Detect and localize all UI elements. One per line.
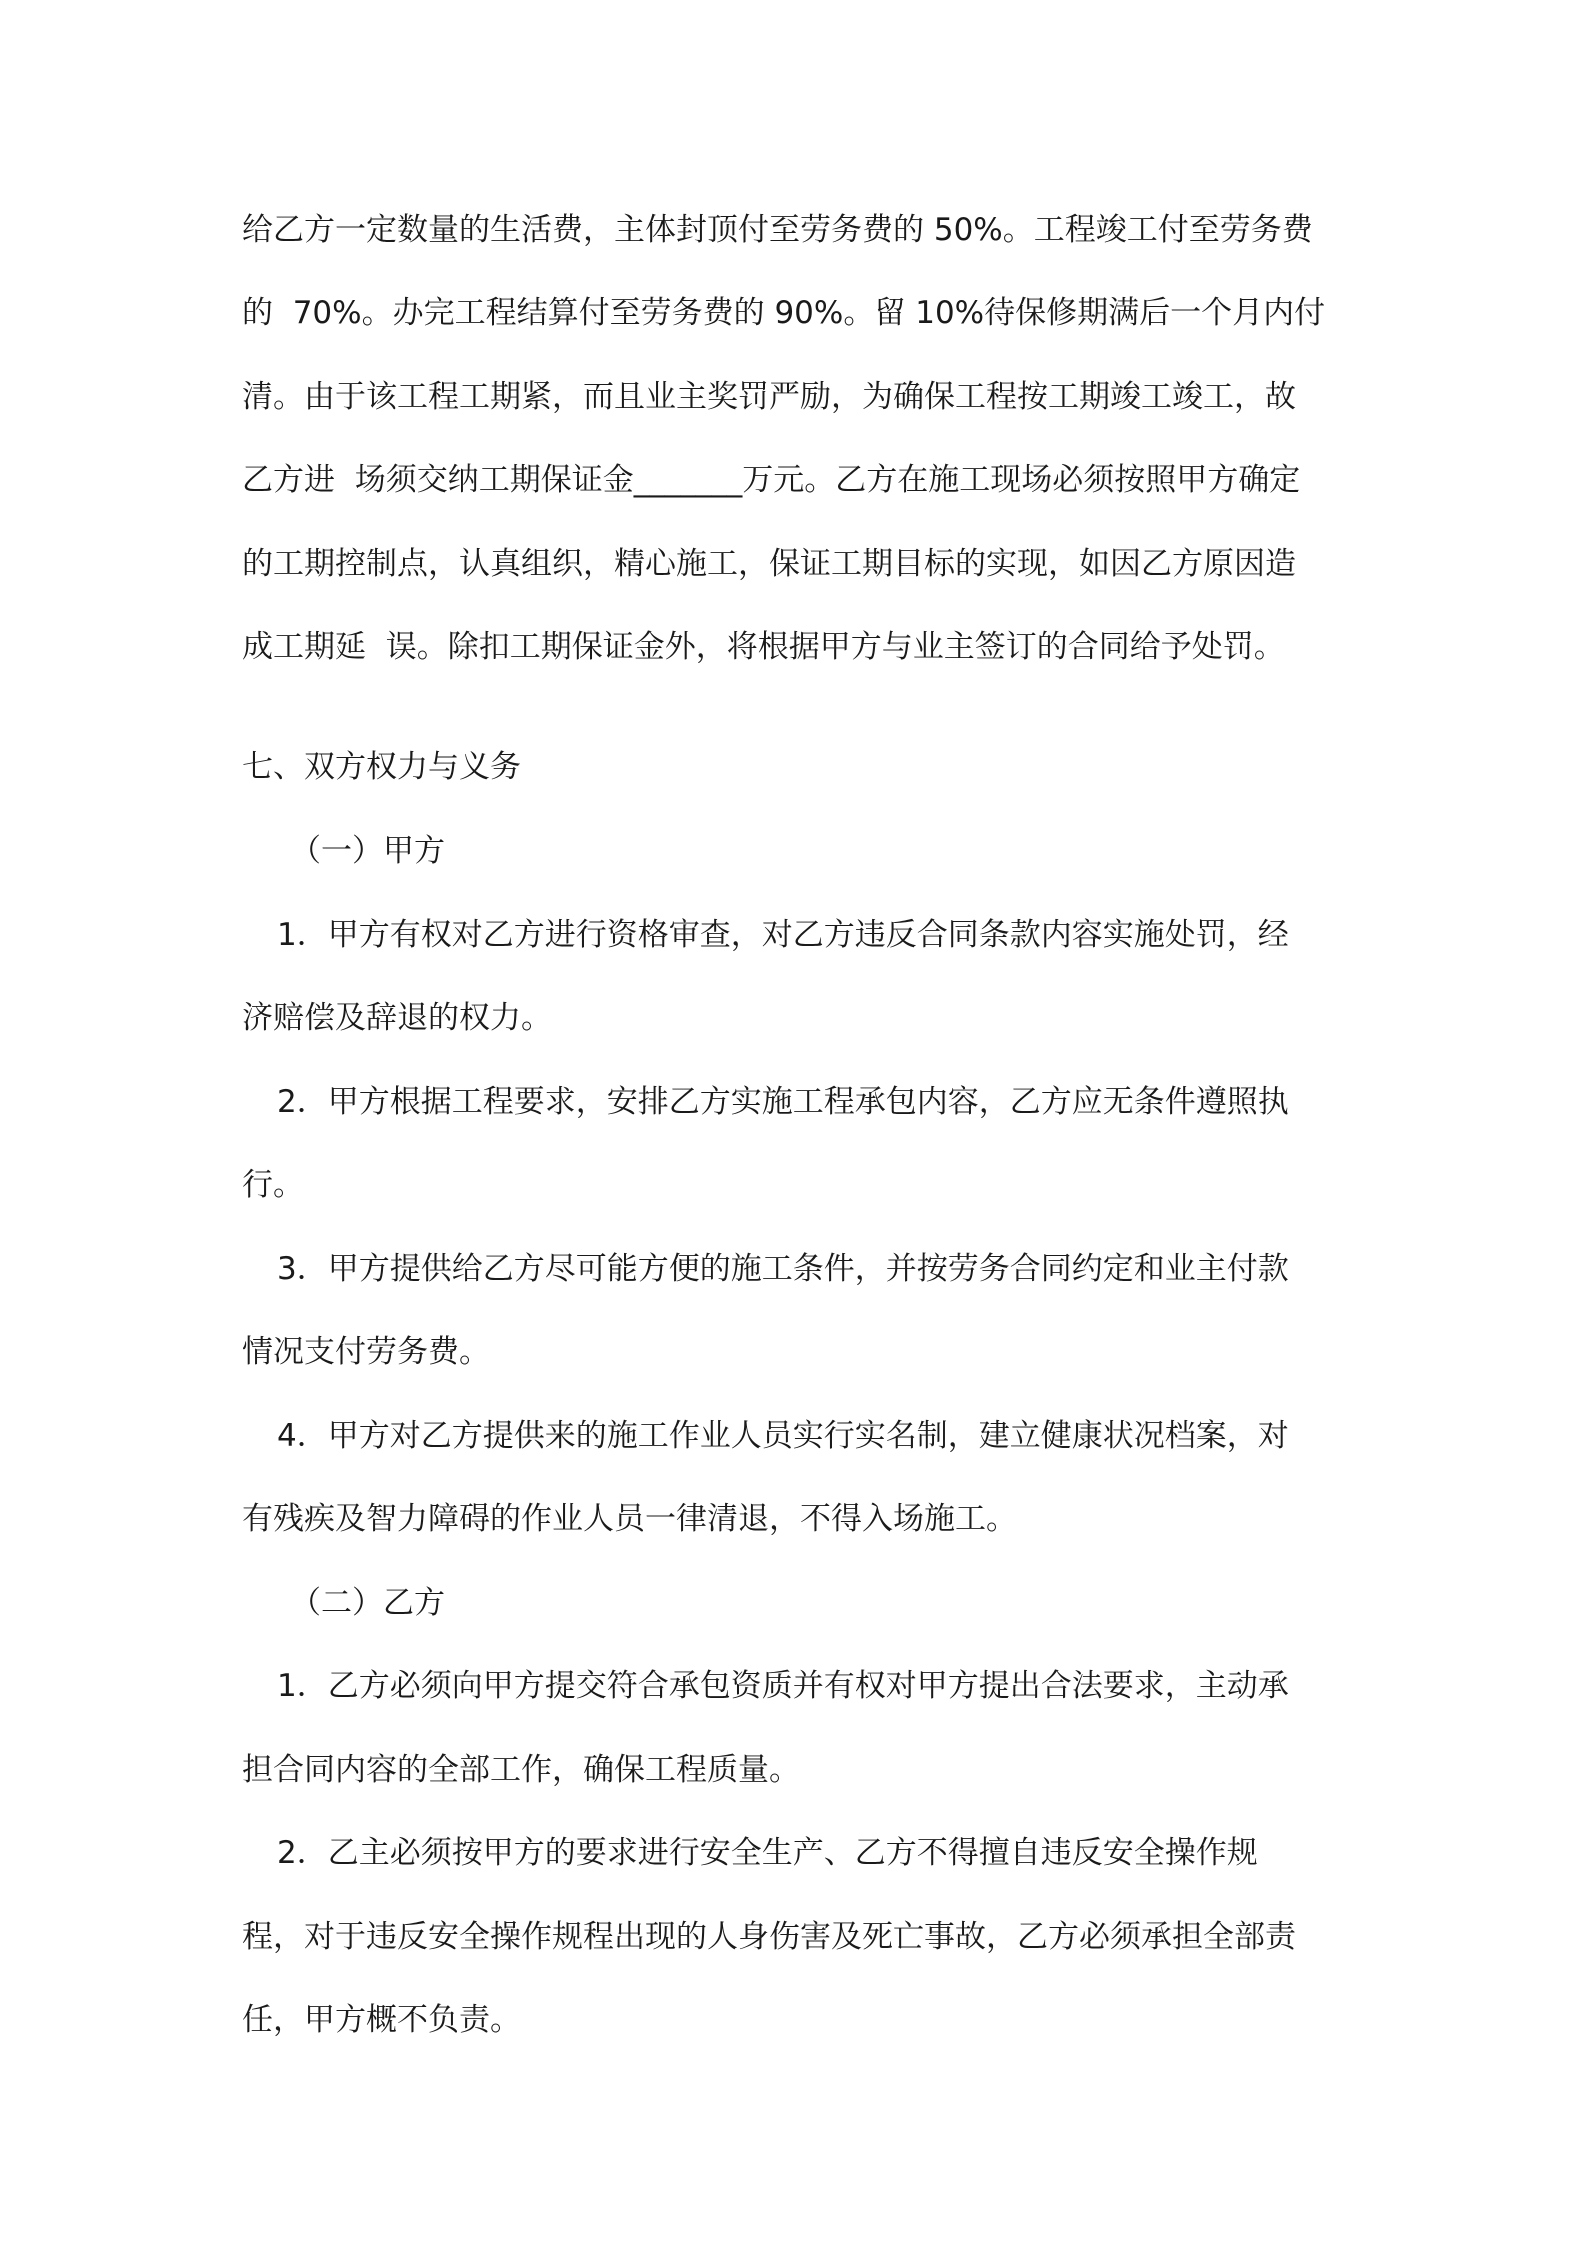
- paragraph-line: 乙方进 场须交纳工期保证金_______万元。乙方在施工现场必须按照甲方确定: [242, 462, 1301, 498]
- clause-line: 有残疾及智力障碍的作业人员一律清退，不得入场施工。: [242, 1501, 1017, 1537]
- paragraph-line: 成工期延 误。除扣工期保证金外，将根据甲方与业主签订的合同给予处罚。: [242, 629, 1285, 665]
- clause-line: 1．乙方必须向甲方提交符合承包资质并有权对甲方提出合法要求，主动承: [277, 1668, 1289, 1704]
- section-heading: 七、双方权力与义务: [242, 749, 521, 785]
- clause-line: 担合同内容的全部工作，确保工程质量。: [242, 1752, 800, 1788]
- clause-line: 济赔偿及辞退的权力。: [242, 1000, 552, 1036]
- clause-line: 3．甲方提供给乙方尽可能方便的施工条件，并按劳务合同约定和业主付款: [277, 1251, 1289, 1287]
- paragraph-line: 清。由于该工程工期紧，而且业主奖罚严励，为确保工程按工期竣工竣工，故: [242, 379, 1296, 415]
- clause-line: 1．甲方有权对乙方进行资格审查，对乙方违反合同条款内容实施处罚，经: [277, 917, 1289, 953]
- clause-line: 4．甲方对乙方提供来的施工作业人员实行实名制，建立健康状况档案，对: [277, 1418, 1289, 1454]
- clause-line: 2．乙主必须按甲方的要求进行安全生产、乙方不得擅自违反安全操作规: [277, 1835, 1258, 1871]
- subsection-heading: （一）甲方: [290, 833, 445, 869]
- clause-line: 行。: [242, 1167, 304, 1203]
- paragraph-line: 的工期控制点，认真组织，精心施工，保证工期目标的实现，如因乙方原因造: [242, 546, 1296, 582]
- clause-line: 2．甲方根据工程要求，安排乙方实施工程承包内容，乙方应无条件遵照执: [277, 1084, 1289, 1120]
- clause-line: 任，甲方概不负责。: [242, 2002, 521, 2038]
- paragraph-line: 的 70%。办完工程结算付至劳务费的 90%。留 10%待保修期满后一个月内付: [242, 295, 1326, 331]
- subsection-heading: （二）乙方: [290, 1585, 445, 1621]
- paragraph-line: 给乙方一定数量的生活费，主体封顶付至劳务费的 50%。工程竣工付至劳务费: [242, 212, 1313, 248]
- clause-line: 程，对于违反安全操作规程出现的人身伤害及死亡事故，乙方必须承担全部责: [242, 1919, 1296, 1955]
- clause-line: 情况支付劳务费。: [242, 1334, 490, 1370]
